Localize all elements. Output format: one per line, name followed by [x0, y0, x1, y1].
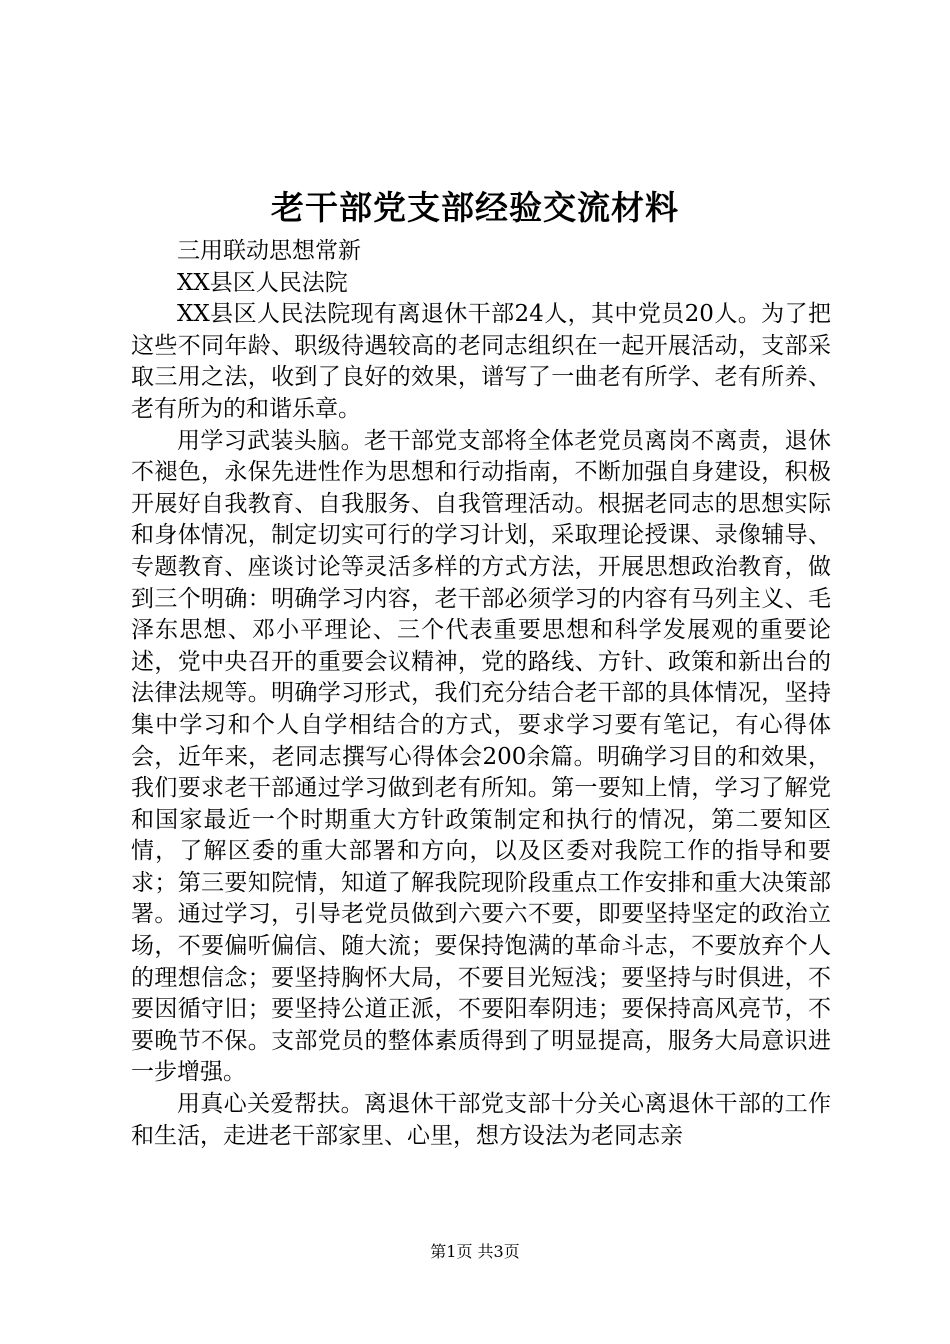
organization-line: XX县区人民法院 — [177, 269, 348, 296]
paragraph-study: 用学习武装头脑。老干部党支部将全体老党员离岗不离责，退休不褪色，永保先进性作为思想和行动指南，不断加强自身建设，积极开展好自我教育、自我服务、自我管理活动。根据老同志的思想实际和身体情况，制定切实可行的学习计划，采取理论授课、录像辅导、专题教育、座谈讨论等灵活多样的方式方法，开展思想政治教育，做到三个明确：明确学习内容，老干部必须学习的内容有马列主义、毛泽东思想、邓小平理论、三个代表重要思想和科学发展观的重要论述，党中央召开的重要会议精神，党的路线、方针、政策和新出台的法律法规等。明确学习形式，我们充分结合老干部的具体情况，坚持集中学习和个人自学相结合的方式，要求学习要有笔记，有心得体会，近年来，老同志撰写心得体会200余篇。明确学习目的和效果，我们要求老干部通过学习做到老有所知。第一要知上情，学习了解党和国家最近一个时期重大方针政策制定和执行的情况，第二要知区情，了解区委的重大部署和方向，以及区委对我院工作的指导和要求；第三要知院情，知道了解我院现阶段重点工作安排和重大决策部署。通过学习，引导老党员做到六要六不要，即要坚持坚定的政治立场，不要偏听偏信、随大流；要保持饱满的革命斗志，不要放弃个人的理想信念；要坚持胸怀大局，不要目光短浅；要坚持与时俱进，不要因循守旧；要坚持公道正派，不要阳奉阴违；要保持高风亮节，不要晚节不保。支部党员的整体素质得到了明显提高，服务大局意识进一步增强。 — [131, 427, 831, 1086]
paragraph-intro: XX县区人民法院现有离退休干部24人，其中党员20人。为了把这些不同年龄、职级待遇较高的老同志组织在一起开展活动，支部采取三用之法，收到了良好的效果，谱写了一曲老有所学、老有所养、老有所为的和谐乐章。 — [131, 301, 831, 422]
paragraph-care: 用真心关爱帮扶。离退休干部党支部十分关心离退休干部的工作和生活，走进老干部家里、心里，想方设法为老同志亲 — [131, 1091, 831, 1149]
subtitle-line: 三用联动思想常新 — [177, 238, 361, 264]
document-body — [131, 236, 831, 1152]
document-title: 老干部党支部经验交流材料 — [271, 188, 679, 227]
page-footer: 第1页 共3页 — [430, 1242, 520, 1261]
